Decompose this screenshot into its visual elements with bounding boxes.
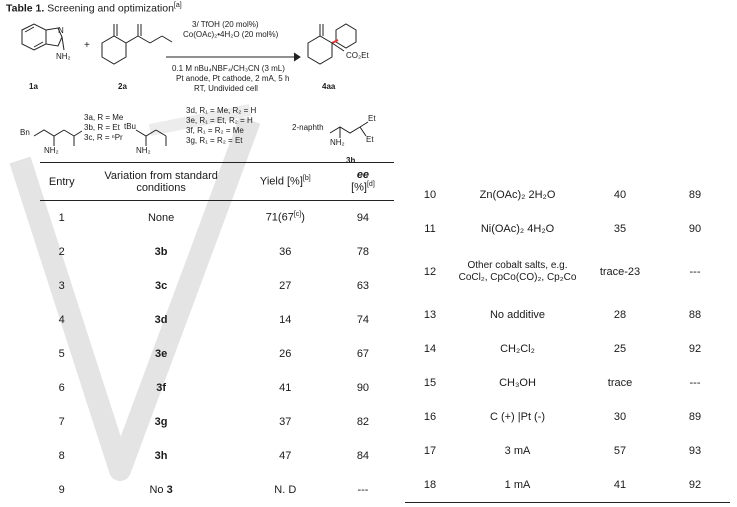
results-table-left bbox=[40, 162, 394, 507]
condition-line-1: 0.1 M nBu₄NBF₄/CH₃CN (3 mL) bbox=[172, 64, 285, 73]
catalyst-3e: 3e, R₁ = Et, R₂ = H bbox=[186, 116, 253, 125]
table-row bbox=[40, 371, 394, 405]
yield-cell: 41 bbox=[613, 478, 627, 491]
compound-label-4aa: 4aa bbox=[322, 82, 336, 91]
table-row bbox=[40, 473, 394, 507]
entry-cell: 11 bbox=[424, 223, 436, 235]
yield-cell: 30 bbox=[613, 411, 627, 423]
caption-text: Screening and optimization bbox=[47, 2, 174, 15]
header-yield: Yield [%][b] bbox=[259, 175, 311, 188]
table-row bbox=[40, 405, 394, 439]
yield-cell: 26 bbox=[279, 347, 292, 360]
et-label-2: Et bbox=[366, 135, 374, 144]
ee-cell: 67 bbox=[356, 347, 370, 360]
table-row bbox=[405, 246, 730, 298]
condition-line-2: Pt anode, Pt cathode, 2 mA, 5 h bbox=[176, 74, 290, 83]
entry-cell: 7 bbox=[58, 415, 65, 428]
variation-cell: C (+) |Pt (-) bbox=[489, 411, 546, 423]
table-caption bbox=[6, 2, 182, 15]
reagent-line-2: Co(OAc)₂•4H₂O (20 mol%) bbox=[183, 30, 279, 39]
table-row bbox=[405, 212, 730, 246]
variation-cell: 3c bbox=[154, 279, 168, 292]
naphth-label: 2-naphth bbox=[292, 123, 324, 132]
ee-cell: 93 bbox=[688, 445, 702, 457]
compound-label-1a: 1a bbox=[29, 82, 38, 91]
entry-cell: 9 bbox=[58, 483, 65, 496]
entry-cell: 17 bbox=[423, 445, 437, 457]
header-ee: ee [%][d] bbox=[351, 169, 375, 194]
entry-cell: 6 bbox=[58, 381, 65, 394]
yield-cell: 37 bbox=[279, 415, 292, 428]
condition-line-3: RT, Undivided cell bbox=[194, 84, 258, 93]
table-row bbox=[40, 235, 394, 269]
nh2-label-3a: NH₂ bbox=[44, 146, 59, 155]
variation-cell: 3b bbox=[154, 245, 168, 258]
ee-cell: 90 bbox=[356, 381, 370, 394]
ee-cell: 82 bbox=[356, 415, 370, 428]
variation-cell: 3h bbox=[154, 449, 168, 462]
variation-cell: Other cobalt salts, e.g. CoCl₂, CpCo(CO)₂, Cp₂Co bbox=[458, 260, 577, 283]
catalyst-3b: 3b, R = Et bbox=[84, 123, 120, 132]
phenyl-ring-4aa bbox=[336, 24, 356, 48]
table-row bbox=[405, 434, 730, 468]
yield-cell: trace-23 bbox=[599, 266, 641, 278]
yield-cell: 57 bbox=[613, 445, 627, 457]
compound-label-2a: 2a bbox=[118, 82, 127, 91]
variation-cell: None bbox=[147, 211, 175, 224]
reagent-line-1: 3/ TfOH (20 mol%) bbox=[192, 20, 259, 29]
results-table-right bbox=[405, 178, 730, 503]
yield-cell: 25 bbox=[613, 343, 627, 355]
ee-cell: 63 bbox=[356, 279, 370, 292]
nh2-label-3d: NH₂ bbox=[136, 146, 151, 155]
ee-cell: 74 bbox=[356, 313, 370, 326]
catalyst-3c: 3c, R = ⁿPr bbox=[84, 133, 123, 142]
entry-cell: 13 bbox=[423, 309, 437, 321]
nh2-label-3h: NH₂ bbox=[330, 138, 345, 147]
cyclohexanone-ring-2a bbox=[102, 36, 126, 64]
table-row bbox=[40, 201, 394, 235]
entry-cell: 2 bbox=[58, 245, 65, 258]
entry-cell: 16 bbox=[423, 411, 437, 423]
ee-cell: 89 bbox=[688, 411, 702, 423]
nh2-label-1a: NH₂ bbox=[56, 52, 71, 61]
table-row bbox=[405, 400, 730, 434]
entry-cell: 12 bbox=[423, 266, 437, 278]
table-row bbox=[40, 337, 394, 371]
variation-cell: Ni(OAc)₂ 4H₂O bbox=[480, 223, 555, 235]
et-label-1: Et bbox=[368, 114, 376, 123]
yield-cell: 28 bbox=[613, 309, 627, 321]
yield-cell: 71(67[c]) bbox=[265, 211, 305, 225]
variation-cell: 3d bbox=[154, 313, 168, 326]
ee-cell: 78 bbox=[356, 245, 370, 258]
ester-label-4aa: CO₂Et bbox=[346, 51, 369, 60]
bn-label: Bn bbox=[20, 128, 30, 137]
yield-cell: 14 bbox=[279, 313, 292, 326]
n-label-1a: N bbox=[58, 26, 64, 35]
yield-cell: 41 bbox=[279, 381, 292, 394]
entry-cell: 10 bbox=[423, 189, 437, 201]
table-row bbox=[40, 269, 394, 303]
variation-cell: 3g bbox=[154, 415, 168, 428]
table-row bbox=[40, 439, 394, 473]
table-row bbox=[40, 303, 394, 337]
yield-cell: 40 bbox=[613, 189, 627, 201]
compound-label-3h: 3h bbox=[346, 156, 356, 165]
ee-cell: 88 bbox=[688, 309, 702, 321]
ee-cell: 90 bbox=[688, 223, 702, 235]
variation-cell: CH₃OH bbox=[499, 377, 536, 389]
benzene-ring-1a bbox=[22, 24, 46, 50]
variation-cell: No 3 bbox=[149, 483, 173, 496]
caption-footnote: [a] bbox=[173, 2, 182, 9]
entry-cell: 1 bbox=[58, 211, 65, 224]
entry-cell: 8 bbox=[58, 449, 65, 462]
catalyst-3d: 3d, R₁ = Me, R₂ = H bbox=[186, 106, 257, 115]
yield-cell: N. D bbox=[274, 483, 297, 496]
variation-cell: Zn(OAc)₂ 2H₂O bbox=[479, 189, 556, 201]
variation-cell: CH₂Cl₂ bbox=[500, 343, 535, 355]
variation-cell: 1 mA bbox=[504, 478, 531, 491]
table-row bbox=[405, 298, 730, 332]
entry-cell: 14 bbox=[423, 343, 437, 355]
yield-cell: 35 bbox=[613, 223, 627, 235]
header-variation: Variation from standard conditions bbox=[104, 169, 218, 194]
entry-cell: 5 bbox=[58, 347, 65, 360]
ee-cell: --- bbox=[689, 266, 701, 278]
catalyst-3a: 3a, R = Me bbox=[84, 113, 124, 122]
table-header-row bbox=[40, 163, 394, 201]
entry-cell: 18 bbox=[423, 478, 437, 491]
ee-cell: 92 bbox=[688, 343, 702, 355]
ee-cell: --- bbox=[689, 377, 701, 389]
ee-cell: 89 bbox=[688, 189, 702, 201]
table-row bbox=[405, 468, 730, 502]
entry-cell: 3 bbox=[58, 279, 65, 292]
variation-cell: 3 mA bbox=[504, 445, 531, 457]
header-entry: Entry bbox=[48, 175, 75, 188]
plus-sign: + bbox=[84, 40, 90, 51]
yield-cell: 27 bbox=[279, 279, 292, 292]
caption-label: Table 1. bbox=[6, 2, 45, 15]
cyclohexanone-ring-4aa bbox=[308, 36, 332, 64]
ee-cell: 84 bbox=[356, 449, 370, 462]
table-row bbox=[405, 366, 730, 400]
ee-cell: --- bbox=[357, 483, 369, 496]
entry-cell: 15 bbox=[423, 377, 437, 389]
variation-cell: No additive bbox=[489, 309, 546, 321]
table-row bbox=[405, 178, 730, 212]
yield-cell: 47 bbox=[279, 449, 292, 462]
yield-cell: 36 bbox=[279, 245, 292, 258]
reaction-scheme bbox=[0, 18, 400, 168]
entry-cell: 4 bbox=[58, 313, 65, 326]
table-row bbox=[405, 332, 730, 366]
yield-cell: trace bbox=[607, 377, 633, 389]
catalyst-3g: 3g, R₁ = R₂ = Et bbox=[186, 136, 243, 145]
ee-cell: 94 bbox=[356, 211, 370, 224]
ee-cell: 92 bbox=[688, 478, 702, 491]
tbu-label: tBu bbox=[124, 122, 137, 131]
variation-cell: 3e bbox=[154, 347, 168, 360]
variation-cell: 3f bbox=[156, 381, 166, 394]
catalyst-3f: 3f, R₁ = R₂ = Me bbox=[186, 126, 244, 135]
